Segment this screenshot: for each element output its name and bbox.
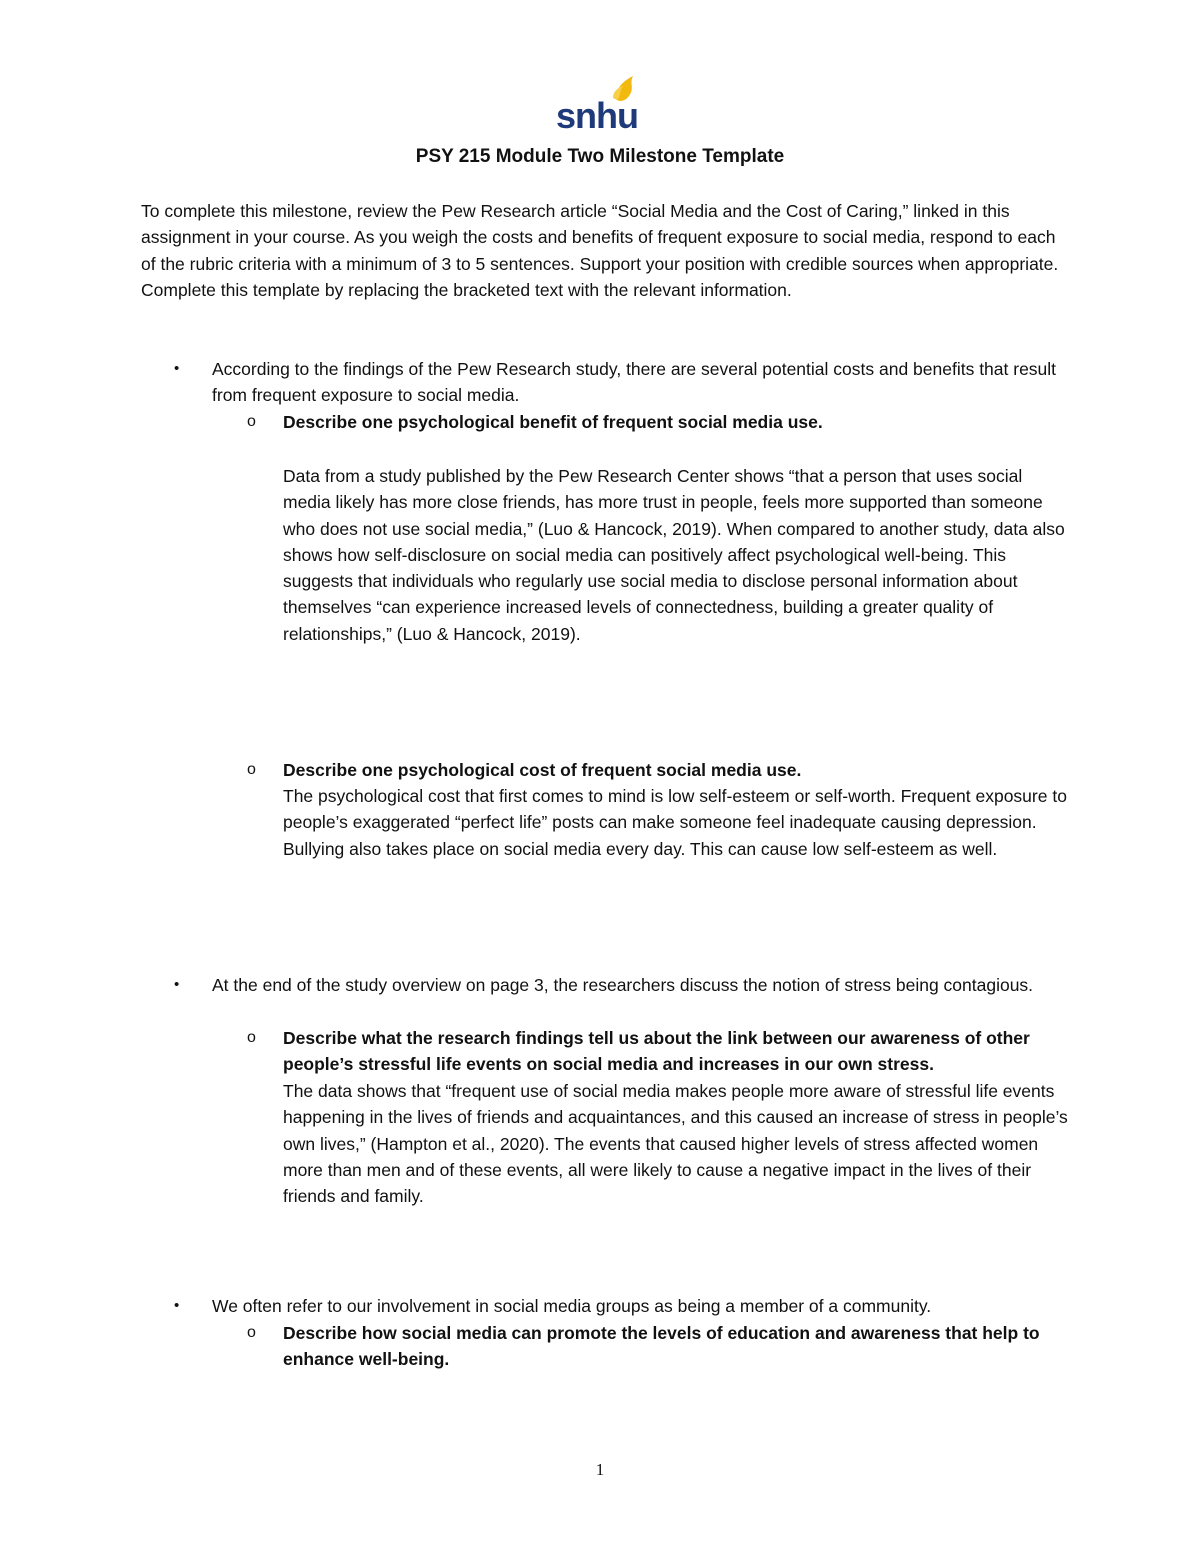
section-1-answer-benefit: Data from a study published by the Pew Research Center shows “that a person that uses social media likely has more close friends, has more trust in people, feels more supported than someone who does not use social media,” (Luo & Hancock, 2019). When compared to another study, data also shows how self-disclosure on social media can positively affect psychological well-being. This suggests that individuals who regularly use social media to disclose personal information about themselves “can experience increased levels of connectedness, building a greater quality of relationships,” (Luo & Hancock, 2019). (283, 466, 1065, 644)
sub-bullet-marker: o (247, 413, 256, 430)
sub-bullet-marker: o (247, 1029, 256, 1046)
page-number: 1 (595, 1460, 605, 1479)
section-1-prompt-benefit: Describe one psychological benefit of frequent social media use. (283, 412, 823, 432)
sub-bullet-marker: o (247, 1324, 256, 1341)
section-1-answer-cost: The psychological cost that first comes to mind is low self-esteem or self-worth. Frequent exposure to people’s exaggerated “perfect life” posts can make someone feel inadequate causing depression. Bullying also takes place on social media every day. This can cause low self-esteem as well. (283, 786, 1067, 859)
sub-bullet-marker: o (247, 761, 256, 778)
section-3-bullet: We often refer to our involvement in social media groups as being a member of a community. (212, 1296, 932, 1316)
section-2-answer: The data shows that “frequent use of social media makes people more aware of stressful life events happening in the lives of friends and acquaintances, and this caused an increase of stress in people’s own lives,” (Hampton et al., 2020). The events that caused higher levels of stress affected women more than men and of these events, all were likely to cause a negative impact in the lives of their friends and family. (283, 1081, 1068, 1207)
bullet-marker: • (174, 1297, 180, 1314)
section-2-bullet: At the end of the study overview on page 3, the researchers discuss the notion of stress being contagious. (212, 975, 1034, 995)
section-3-prompt: Describe how social media can promote the levels of education and awareness that help to enhance well-being. (283, 1323, 1040, 1370)
bullet-marker: • (174, 976, 180, 993)
intro-paragraph: To complete this milestone, review the Pew Research article “Social Media and the Cost of Caring,” linked in this assignment in your course. As you weigh the costs and benefits of frequent exposure to social media, respond to each of the rubric criteria with a minimum of 3 to 5 sentences. Support your position with credible sources when appropriate. Complete this template by replacing the bracketed text with the relevant information. (141, 201, 1059, 300)
section-1-bullet: According to the findings of the Pew Research study, there are several potential costs and benefits that result from frequent exposure to social media. (212, 359, 1057, 406)
snhu-logo-text: snhu (556, 95, 638, 132)
snhu-logo (555, 74, 640, 132)
bullet-marker: • (174, 360, 180, 377)
page-title: PSY 215 Module Two Milestone Template (415, 146, 785, 167)
section-1-prompt-cost: Describe one psychological cost of frequent social media use. (283, 760, 802, 780)
section-2-prompt: Describe what the research findings tell us about the link between our awareness of other people’s stressful life events on social media and increases in our own stress. (283, 1028, 1030, 1075)
